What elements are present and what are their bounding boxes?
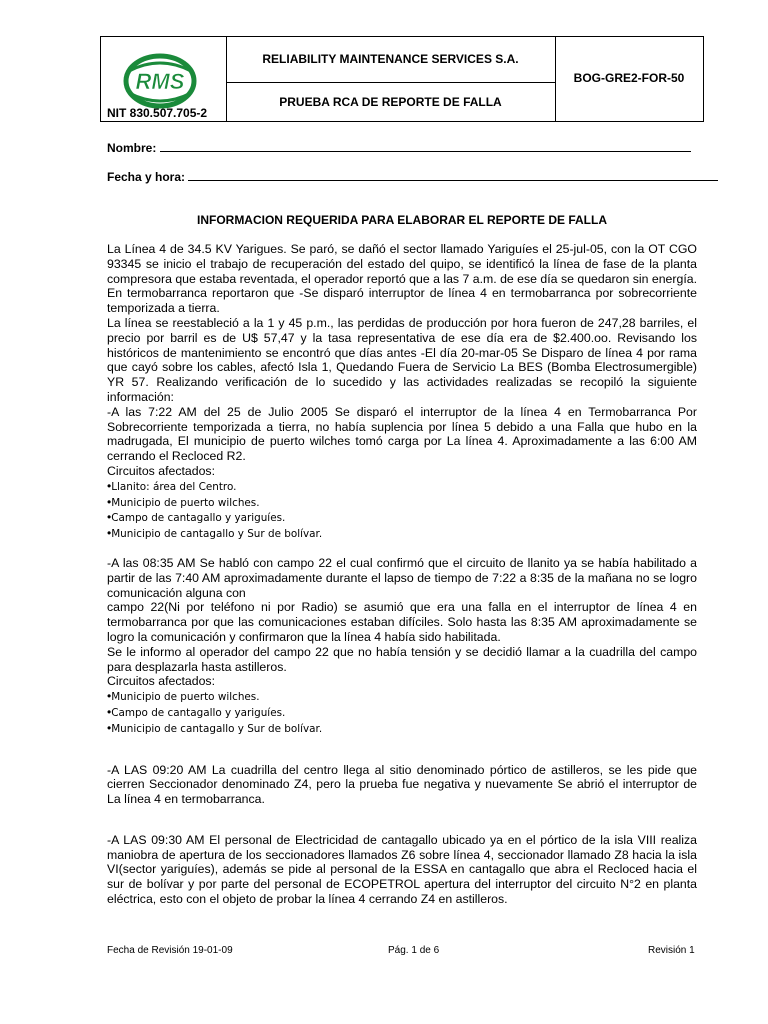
list-item: • Municipio de puerto wilches. [107, 689, 697, 705]
paragraph-7: -A LAS 09:20 AM La cuadrilla del centro llega al sitio denominado pórtico de astilleros, se les pide que cierren Seccionador denominado Z4, pero la prueba fue negativa y nuevamente Se abrió el interruptor de La línea 4 en termobarranca. [107, 762, 697, 807]
paragraph-8: -A LAS 09:30 AM El personal de Electricidad de cantagallo ubicado ya en el pórtico de la isla VIII realiza maniobra de apertura de los seccionadores llamados Z6 sobre línea 4, seccionador llamado Z8 hacia la isla VI(sector yariguíes), además se pide al personal de la ESSA en cantagallo que abra el Recloced hacia el sur de bolívar y por parte del personal de ECOPETROL apertura del interruptor del circuito N°2 en planta eléctrica, esto con el objeto de probar la línea 4 cerrando Z4 en astilleros. [107, 832, 697, 907]
list-item: • Municipio de cantagallo y Sur de bolívar. [107, 721, 697, 737]
report-body [107, 242, 697, 907]
circuits-list-2 [107, 689, 697, 736]
section-title: INFORMACION REQUERIDA PARA ELABORAR EL REPORTE DE FALLA [196, 213, 607, 227]
footer-revision-date: Fecha de Revisión 19-01-09 [107, 945, 233, 956]
paragraph-3: -A las 7:22 AM del 25 de Julio 2005 Se disparó el interruptor de la línea 4 en Termobarranca Por Sobrecorriente temporizada a tierra, no había suplencia por línea 5 debido a una Falla que hubo en la madrugada, El municipio de puerto wilches tomó carga por La línea 4. Aproximadamente a las 6:00 AM cerrando el Recloced R2. [107, 404, 697, 464]
logo-cell [101, 37, 227, 121]
document-header-table [100, 36, 704, 122]
list-item: • Campo de cantagallo y yariguíes. [107, 510, 697, 526]
paragraph-5: campo 22(Ni por teléfono ni por Radio) se asumió que era una falla en el interruptor de línea 4 en termobarranca por que las comunicaciones estaban difíciles. Solo hasta las 8:35 AM aproximadamente se logro la comunicación y confirmaron que la línea 4 había sido habilitada. [107, 600, 697, 644]
datetime-label: Fecha y hora: [107, 170, 186, 184]
paragraph-2: La línea se reestableció a la 1 y 45 p.m., las perdidas de producción por hora fueron de 247,28 barriles, el precio por barril es de U$ 57,47 y la tasa representativa de ese día era de $2.400.oo. Revisando los históricos de mantenimiento se encontró que días antes -El día 20-mar-05 Se Disparo de línea 4 por rama que cayó sobre los cables, afectó Isla 1, Quedando Fuera de Servicio La BES (Bomba Electrosumergible) YR 57. Realizando verificación de lo sucedido y las actividades realizadas se recopiló la siguiente información: [107, 315, 697, 404]
list-item: • Llanito: área del Centro. [107, 479, 697, 495]
paragraph-1: La Línea 4 de 34.5 KV Yarigues. Se paró, se dañó el sector llamado Yariguíes el 25-jul-05, con la OT CGO 93345 se inicio el trabajo de recuperación del estado del quipo, se identificó la línea de fase de la planta compresora que estaba reventada, el operador reportó que a las 7 a.m. de ese día se quedaron sin energía. En termobarranca reportaron que -Se disparó interruptor de línea 4 en termobarranca por sobrecorriente temporizada a tierra. [107, 242, 697, 316]
document-code: BOG-GRE2-FOR-50 [573, 71, 685, 85]
circuits-label-1: Circuitos afectados: [107, 463, 215, 478]
name-input-line[interactable] [160, 141, 691, 152]
list-item: • Municipio de cantagallo y Sur de bolívar. [107, 526, 697, 542]
name-label: Nombre: [107, 141, 157, 155]
datetime-input-line[interactable] [188, 170, 718, 181]
list-item: • Municipio de puerto wilches. [107, 495, 697, 511]
circuits-label-2: Circuitos afectados: [107, 674, 215, 689]
header-divider [226, 82, 555, 83]
test-title: PRUEBA RCA DE REPORTE DE FALLA [279, 95, 502, 109]
footer-revision: Revisión 1 [648, 945, 695, 956]
nit-number: NIT 830.507.705-2 [107, 106, 208, 120]
name-field [107, 141, 691, 155]
paragraph-4: -A las 08:35 AM Se habló con campo 22 el cual confirmó que el circuito de llanito ya se había habilitado a partir de las 7:40 AM aproximadamente durante el lapso de tiempo de 7:22 a 8:35 de la mañana no se logro comunicación alguna con [107, 555, 697, 600]
paragraph-6: Se le informo al operador del campo 22 que no había tensión y se decidió llamar a la cuadrilla del campo para desplazarla hasta astilleros. [107, 644, 697, 674]
datetime-field [107, 170, 718, 184]
svg-text:RMS: RMS [135, 69, 185, 94]
company-name: RELIABILITY MAINTENANCE SERVICES S.A. [262, 52, 519, 66]
footer-page-number: Pág. 1 de 6 [388, 945, 440, 956]
list-item: • Campo de cantagallo y yariguíes. [107, 705, 697, 721]
circuits-list-1 [107, 479, 697, 542]
rms-logo [119, 53, 201, 113]
